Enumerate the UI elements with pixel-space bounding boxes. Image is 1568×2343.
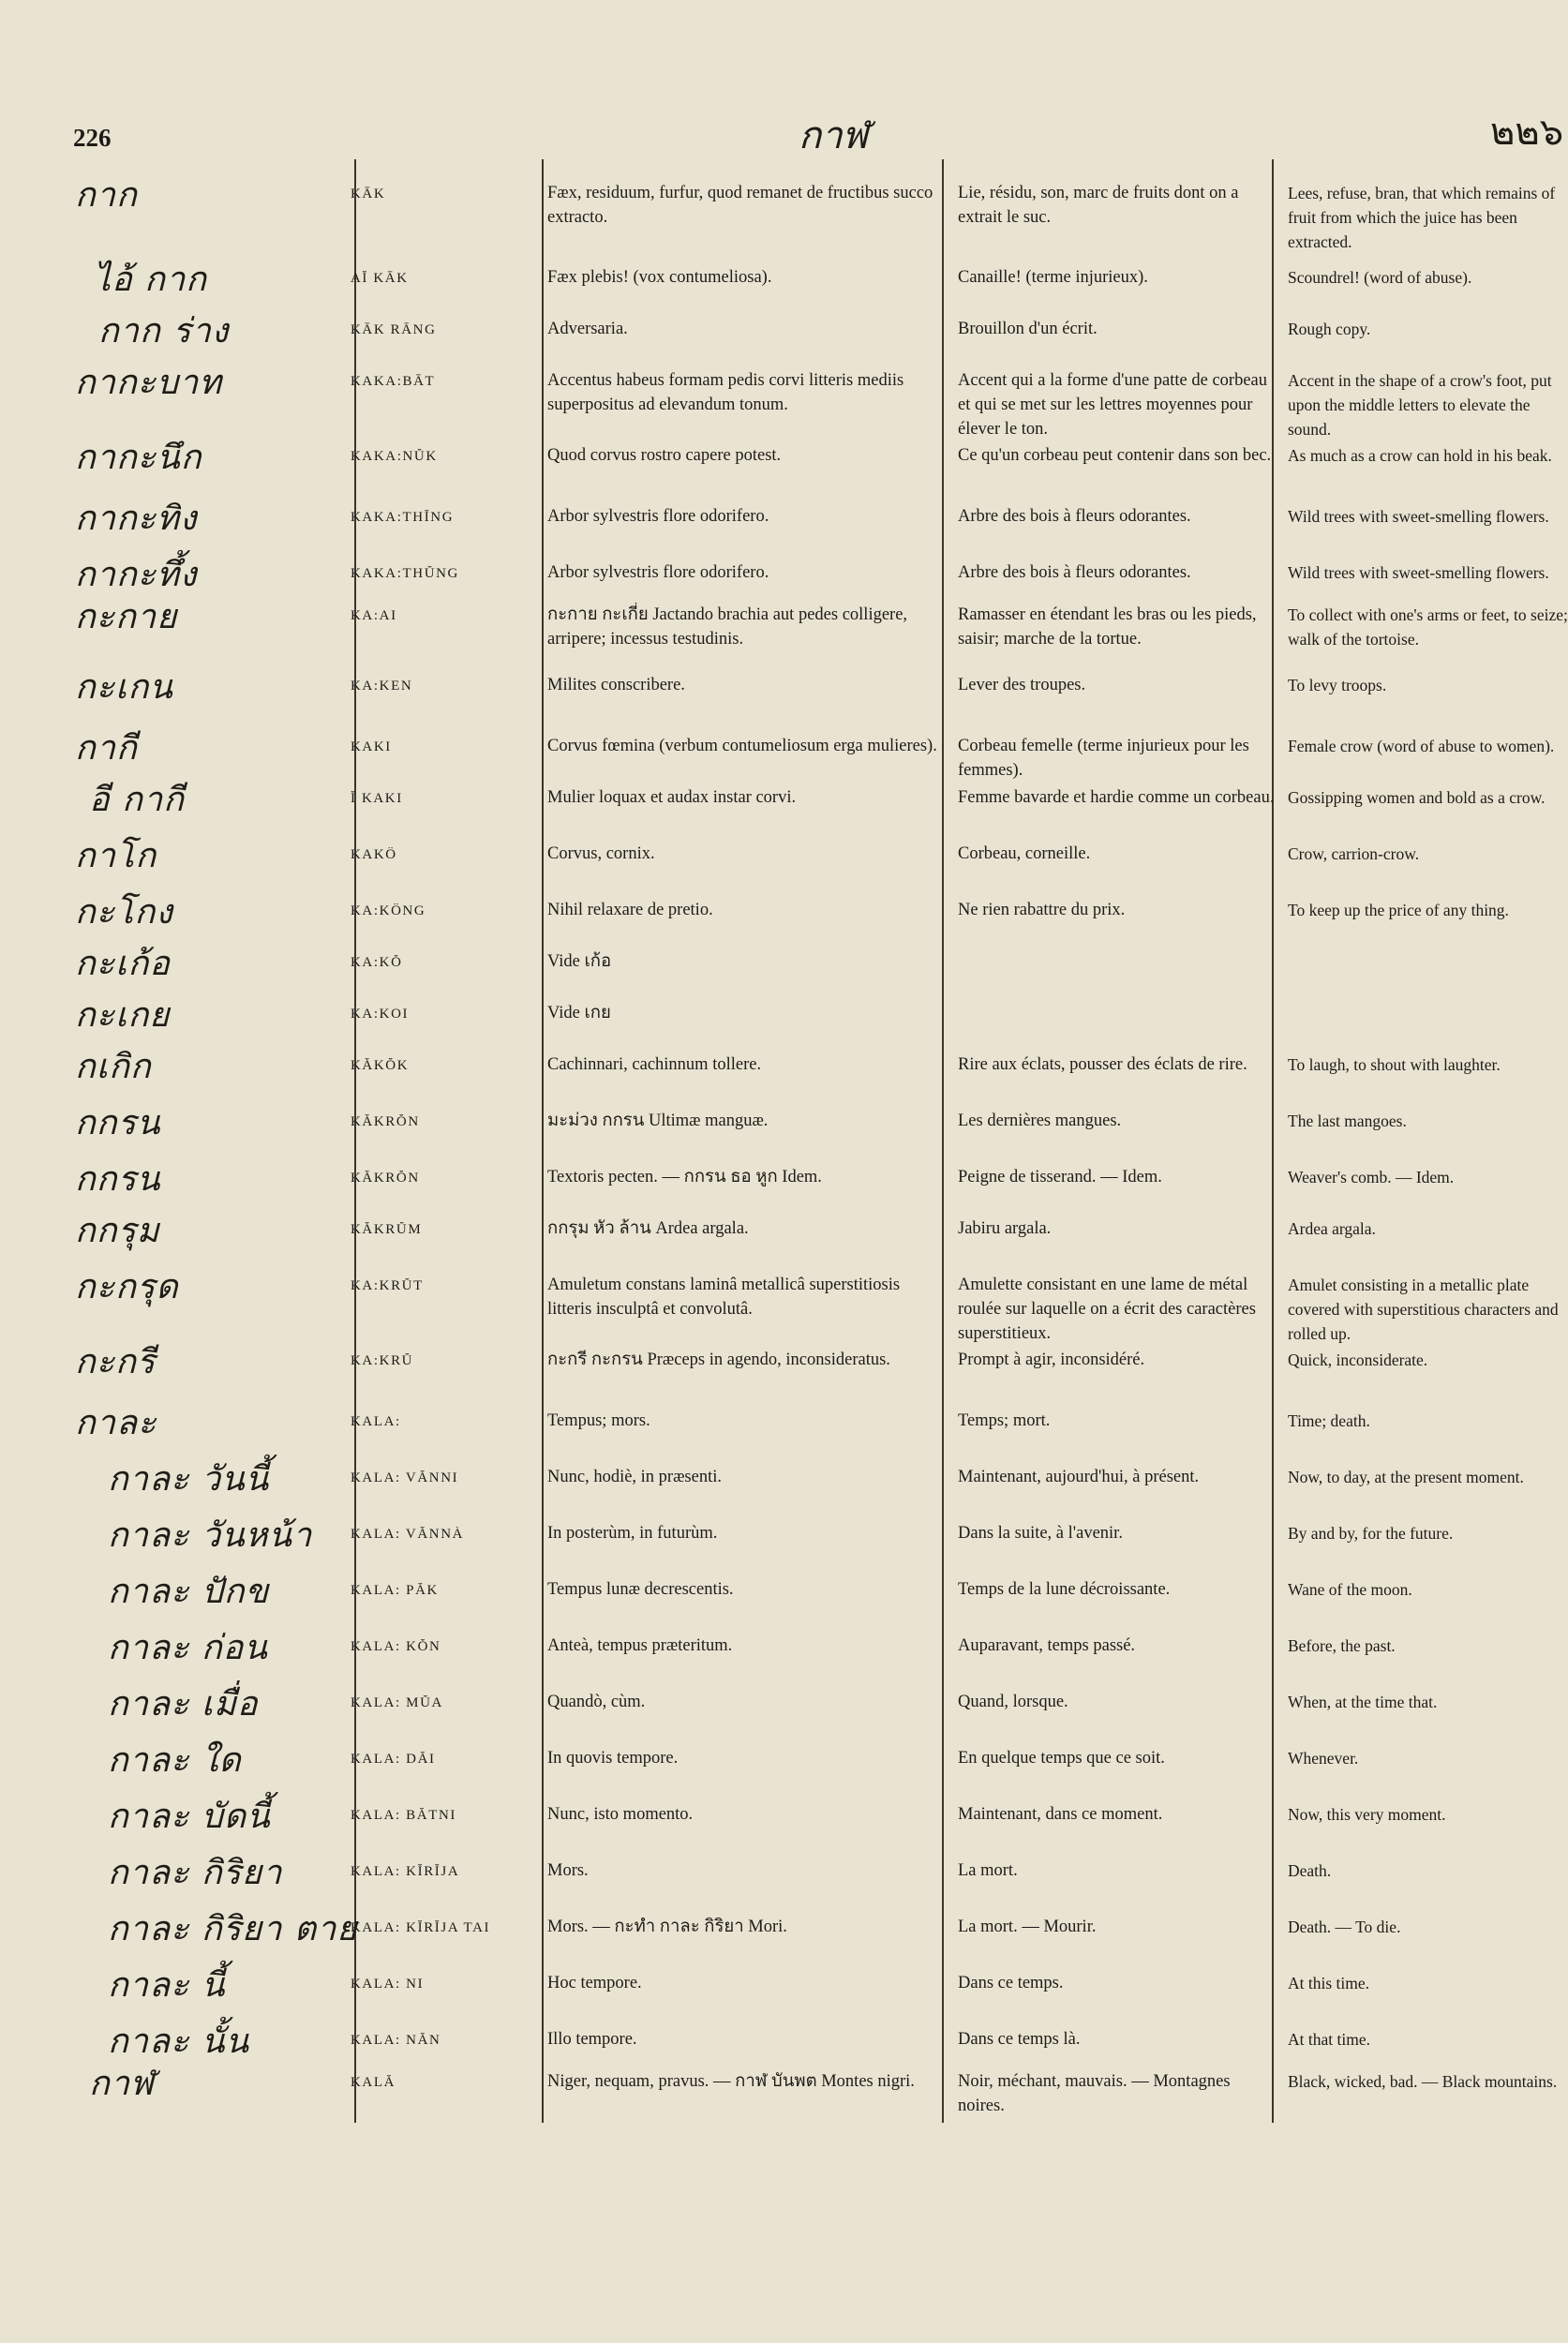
definition-english: As much as a crow can hold in his beak. bbox=[1288, 446, 1552, 465]
romanization: KAKA:NŬK bbox=[351, 449, 438, 464]
definition-english: Death. — To die. bbox=[1288, 1918, 1401, 1936]
dictionary-entry bbox=[0, 1907, 1568, 1962]
definition-english: Time; death. bbox=[1288, 1411, 1370, 1430]
dictionary-entry bbox=[0, 1514, 1568, 1568]
dictionary-entry bbox=[0, 834, 1568, 888]
dictionary-entry bbox=[0, 1570, 1568, 1624]
romanization: KALA: PĂK bbox=[351, 1583, 439, 1598]
definition-french: Maintenant, aujourd'hui, à présent. bbox=[958, 1468, 1200, 1486]
definition-french: Amulette consistant en une lame de métal roulée sur laquelle on a écrit des caractères superstitieux. bbox=[958, 1276, 1256, 1343]
romanization: KALA: KĬRĬJA TAI bbox=[351, 1920, 491, 1935]
definition-french: Rire aux éclats, pousser des éclats de rire. bbox=[958, 1055, 1247, 1074]
romanization: KĀK bbox=[351, 187, 386, 201]
headword-thai: กาละ นี้ bbox=[108, 1966, 226, 2005]
headword-thai: กกรน bbox=[75, 1104, 161, 1142]
romanization: KĂKŎK bbox=[351, 1058, 410, 1073]
romanization: KA:KRŬ bbox=[351, 1353, 414, 1368]
headword-thai: กะเก้อ bbox=[75, 945, 171, 983]
definition-english: Crow, carrion-crow. bbox=[1288, 844, 1420, 863]
definition-latin: Tempus; mors. bbox=[547, 1411, 650, 1430]
definition-english: To laugh, to shout with laughter. bbox=[1288, 1055, 1501, 1074]
dictionary-entry bbox=[0, 1401, 1568, 1455]
romanization: KA:KÔNG bbox=[351, 903, 426, 918]
definition-french: La mort. — Mourir. bbox=[958, 1918, 1097, 1936]
definition-english: To collect with one's arms or feet, to seize; walk of the tortoise. bbox=[1288, 605, 1568, 649]
definition-french: Maintenant, dans ce moment. bbox=[958, 1805, 1163, 1824]
definition-french: Ramasser en étendant les bras ou les pieds, saisir; marche de la tortue. bbox=[958, 605, 1257, 649]
definition-latin: Nunc, isto momento. bbox=[547, 1805, 694, 1824]
definition-english: By and by, for the future. bbox=[1288, 1524, 1454, 1543]
definition-latin: Amuletum constans laminâ metallicâ superstitiosis litteris insculptâ et convolutâ. bbox=[547, 1276, 901, 1319]
definition-french: La mort. bbox=[958, 1861, 1018, 1880]
romanization: KĂKRŬM bbox=[351, 1222, 423, 1237]
definition-french: Temps; mort. bbox=[958, 1411, 1051, 1430]
headword-thai: กาก ร่าง bbox=[98, 312, 230, 351]
definition-french: Noir, méchant, mauvais. — Montagnes noires. bbox=[958, 2072, 1231, 2115]
definition-latin: Mors. bbox=[547, 1861, 589, 1880]
definition-english: Now, this very moment. bbox=[1288, 1805, 1446, 1824]
definition-latin: Nihil relaxare de pretio. bbox=[547, 901, 713, 919]
headword-thai: กากี bbox=[75, 729, 138, 768]
definition-latin: กะกาย กะเกี่ย Jactando brachia aut pedes colligere, arripere; incessus testudinis. bbox=[547, 605, 908, 649]
definition-french: Peigne de tisserand. — Idem. bbox=[958, 1168, 1162, 1186]
romanization: KĂKRŎN bbox=[351, 1114, 420, 1129]
definition-latin: In posterùm, in futurùm. bbox=[547, 1524, 718, 1543]
definition-english: When, at the time that. bbox=[1288, 1693, 1438, 1711]
definition-english: The last mangoes. bbox=[1288, 1112, 1407, 1130]
dictionary-entry bbox=[0, 1045, 1568, 1099]
headword-thai: กาโก bbox=[75, 837, 157, 875]
romanization: KALA: DĂI bbox=[351, 1752, 436, 1767]
romanization: KĂKRŎN bbox=[351, 1171, 420, 1186]
headword-thai: กากะบาท bbox=[75, 364, 222, 402]
dictionary-entry bbox=[0, 497, 1568, 551]
headword-thai: กากะนึก bbox=[75, 439, 202, 477]
dictionary-entry bbox=[0, 436, 1568, 490]
definition-french: Canaille! (terme injurieux). bbox=[958, 268, 1148, 287]
definition-latin: Fæx plebis! (vox contumeliosa). bbox=[547, 268, 772, 287]
romanization: KAKA:BĀT bbox=[351, 374, 436, 389]
headword-thai: กาละ กิริยา bbox=[108, 1854, 283, 1892]
definition-english: To levy troops. bbox=[1288, 676, 1387, 694]
definition-latin: Corvus, cornix. bbox=[547, 844, 655, 863]
definition-english: Ardea argala. bbox=[1288, 1219, 1376, 1238]
headword-thai: ไอ้ กาก bbox=[94, 261, 207, 299]
romanization: KALA: NĂN bbox=[351, 2033, 441, 2048]
definition-latin: Milites conscribere. bbox=[547, 676, 685, 694]
definition-english: Amulet consisting in a metallic plate covered with superstitious characters and rolled up. bbox=[1288, 1276, 1559, 1343]
headword-thai: กากะทึ้ง bbox=[75, 556, 198, 594]
definition-english: Wane of the moon. bbox=[1288, 1580, 1412, 1599]
definition-english: Scoundrel! (word of abuse). bbox=[1288, 268, 1472, 287]
definition-english: To keep up the price of any thing. bbox=[1288, 901, 1509, 919]
dictionary-entry bbox=[0, 665, 1568, 720]
headword-thai: กะโกง bbox=[75, 893, 173, 932]
definition-french: Dans ce temps. bbox=[958, 1974, 1064, 1992]
dictionary-entry bbox=[0, 2062, 1568, 2116]
headword-thai: กาละ กิริยา ตาย bbox=[108, 1910, 358, 1948]
dictionary-entry bbox=[0, 1682, 1568, 1737]
definition-french: Lever des troupes. bbox=[958, 676, 1086, 694]
dictionary-entry bbox=[0, 1457, 1568, 1512]
dictionary-entry bbox=[0, 258, 1568, 312]
romanization: KA:KŎ bbox=[351, 955, 403, 970]
dictionary-entry bbox=[0, 173, 1568, 251]
headword-thai: กาละ ปักข bbox=[108, 1573, 270, 1611]
definition-french: En quelque temps que ce soit. bbox=[958, 1749, 1165, 1768]
definition-french: Quand, lorsque. bbox=[958, 1693, 1068, 1711]
dictionary-entry bbox=[0, 309, 1568, 364]
headword-thai: กาก bbox=[75, 176, 138, 215]
definition-french: Les dernières mangues. bbox=[958, 1112, 1122, 1130]
dictionary-entry bbox=[0, 1101, 1568, 1156]
definition-english: Wild trees with sweet-smelling flowers. bbox=[1288, 507, 1549, 526]
romanization: KALA: BĂTNI bbox=[351, 1808, 457, 1823]
page-number-left: 226 bbox=[73, 124, 112, 152]
definition-latin: Nunc, hodiè, in præsenti. bbox=[547, 1468, 723, 1486]
running-head: กาฬ bbox=[799, 114, 869, 157]
definition-english: Before, the past. bbox=[1288, 1636, 1396, 1655]
dictionary-entry bbox=[0, 1795, 1568, 1849]
definition-latin: Cachinnari, cachinnum tollere. bbox=[547, 1055, 762, 1074]
definition-latin: Vide เกย bbox=[547, 1004, 611, 1022]
definition-french: Corbeau, corneille. bbox=[958, 844, 1091, 863]
definition-latin: Mulier loquax et audax instar corvi. bbox=[547, 788, 797, 807]
romanization: KALA: KĬRĬJA bbox=[351, 1864, 460, 1879]
romanization: KALA: MŬA bbox=[351, 1695, 443, 1710]
definition-latin: Mors. — กะทำ กาละ กิริยา Mori. bbox=[547, 1918, 787, 1936]
definition-english: Black, wicked, bad. — Black mountains. bbox=[1288, 2072, 1558, 2091]
romanization: KALA: VĂNNÀ bbox=[351, 1527, 465, 1542]
headword-thai: กะเกน bbox=[75, 668, 173, 707]
headword-thai: กาละ นั้น bbox=[108, 2022, 250, 2061]
romanization: KĀK RĀNG bbox=[351, 322, 437, 337]
definition-latin: Arbor sylvestris flore odorifero. bbox=[547, 563, 769, 582]
romanization: KALA: VĂNNI bbox=[351, 1470, 459, 1485]
romanization: KA:KOI bbox=[351, 1007, 410, 1022]
romanization: Ĭ KAKI bbox=[351, 791, 403, 806]
definition-english: Lees, refuse, bran, that which remains of fruit from which the juice has been extracted. bbox=[1288, 184, 1556, 251]
headword-thai: กกรุม bbox=[75, 1212, 160, 1250]
definition-french: Temps de la lune décroissante. bbox=[958, 1580, 1171, 1599]
page-number-right: ๒๒๖ bbox=[1490, 111, 1564, 154]
definition-french: Ce qu'un corbeau peut contenir dans son bec. bbox=[958, 446, 1272, 465]
headword-thai: กาละ วันนี้ bbox=[108, 1460, 270, 1499]
headword-thai: กะกาย bbox=[75, 598, 178, 636]
dictionary-entry bbox=[0, 1340, 1568, 1395]
definition-english: Accent in the shape of a crow's foot, put upon the middle letters to elevate the sound. bbox=[1288, 371, 1552, 439]
dictionary-entry bbox=[0, 890, 1568, 945]
romanization: KALA: NI bbox=[351, 1977, 425, 1992]
definition-english: Weaver's comb. — Idem. bbox=[1288, 1168, 1455, 1186]
headword-thai: กาละ bbox=[75, 1404, 157, 1442]
definition-english: Wild trees with sweet-smelling flowers. bbox=[1288, 563, 1549, 582]
dictionary-entry bbox=[0, 595, 1568, 649]
definition-french: Auparavant, temps passé. bbox=[958, 1636, 1136, 1655]
definition-latin: Accentus habeus formam pedis corvi litteris mediis superpositus ad elevandum tonum. bbox=[547, 371, 904, 414]
definition-latin: Corvus fœmina (verbum contumeliosum erga mulieres). bbox=[547, 737, 937, 755]
definition-french: Femme bavarde et hardie comme un corbeau. bbox=[958, 788, 1275, 807]
definition-french: Corbeau femelle (terme injurieux pour les femmes). bbox=[958, 737, 1249, 780]
romanization: KA:KEN bbox=[351, 679, 413, 694]
dictionary-entry bbox=[0, 942, 1568, 996]
definition-latin: Quandò, cùm. bbox=[547, 1693, 646, 1711]
romanization: KAKI bbox=[351, 739, 392, 754]
headword-thai: กะเกย bbox=[75, 996, 171, 1035]
romanization: AĬ KĀK bbox=[351, 271, 409, 286]
definition-french: Brouillon d'un écrit. bbox=[958, 320, 1098, 338]
romanization: KALĂ bbox=[351, 2075, 396, 2090]
definition-french: Dans ce temps là. bbox=[958, 2030, 1081, 2049]
dictionary-entry bbox=[0, 1265, 1568, 1343]
dictionary-entry bbox=[0, 1209, 1568, 1263]
definition-latin: กะกรี กะกรน Præceps in agendo, inconsideratus. bbox=[547, 1351, 890, 1369]
definition-french: Accent qui a la forme d'une patte de corbeau et qui se met sur les lettres moyennes pour élever le ton. bbox=[958, 371, 1268, 439]
definition-french: Lie, résidu, son, marc de fruits dont on a extrait le suc. bbox=[958, 184, 1239, 227]
definition-french: Ne rien rabattre du prix. bbox=[958, 901, 1126, 919]
romanization: KAKA:THŬNG bbox=[351, 566, 459, 581]
dictionary-entry bbox=[0, 1626, 1568, 1680]
headword-thai: กกรน bbox=[75, 1160, 161, 1199]
definition-latin: Hoc tempore. bbox=[547, 1974, 642, 1992]
definition-french: Dans la suite, à l'avenir. bbox=[958, 1524, 1123, 1543]
dictionary-entry bbox=[0, 993, 1568, 1048]
definition-english: Now, to day, at the present moment. bbox=[1288, 1468, 1524, 1486]
definition-latin: Anteà, tempus præteritum. bbox=[547, 1636, 733, 1655]
definition-english: Quick, inconsiderate. bbox=[1288, 1351, 1428, 1369]
definition-french: Arbre des bois à fleurs odorantes. bbox=[958, 563, 1191, 582]
headword-thai: กาละ เมื่อ bbox=[108, 1685, 259, 1724]
definition-latin: Illo tempore. bbox=[547, 2030, 637, 2049]
definition-english: At this time. bbox=[1288, 1974, 1370, 1992]
dictionary-entry bbox=[0, 1851, 1568, 1905]
dictionary-entry bbox=[0, 1157, 1568, 1212]
romanization: KAKA:THĬNG bbox=[351, 510, 455, 525]
headword-thai: กาฬ bbox=[89, 2065, 155, 2103]
definition-english: Female crow (word of abuse to women). bbox=[1288, 737, 1555, 755]
definition-english: Whenever. bbox=[1288, 1749, 1359, 1768]
definition-french: Arbre des bois à fleurs odorantes. bbox=[958, 507, 1191, 526]
dictionary-entry bbox=[0, 1963, 1568, 2018]
headword-thai: กากะทิง bbox=[75, 500, 198, 538]
romanization: KA:AI bbox=[351, 608, 397, 623]
definition-latin: Fæx, residuum, furfur, quod remanet de fructibus succo extracto. bbox=[547, 184, 933, 227]
romanization: KALA: KŎN bbox=[351, 1639, 441, 1654]
romanization: KAKÔ bbox=[351, 847, 397, 862]
definition-latin: Arbor sylvestris flore odorifero. bbox=[547, 507, 769, 526]
headword-thai: กาละ ก่อน bbox=[108, 1629, 268, 1667]
definition-latin: Quod corvus rostro capere potest. bbox=[547, 446, 782, 465]
definition-latin: Tempus lunæ decrescentis. bbox=[547, 1580, 734, 1599]
definition-latin: In quovis tempore. bbox=[547, 1749, 679, 1768]
definition-french: Jabiru argala. bbox=[958, 1219, 1052, 1238]
definition-latin: Vide เก้อ bbox=[547, 952, 612, 971]
dictionary-entry bbox=[0, 778, 1568, 832]
headword-thai: กะกรี bbox=[75, 1343, 157, 1381]
definition-english: Rough copy. bbox=[1288, 320, 1371, 338]
romanization: KA:KRŬT bbox=[351, 1278, 424, 1293]
definition-english: Gossipping women and bold as a crow. bbox=[1288, 788, 1546, 807]
headword-thai: อี กากี bbox=[89, 781, 185, 819]
dictionary-entry bbox=[0, 726, 1568, 781]
dictionary-entry bbox=[0, 361, 1568, 439]
headword-thai: กเกิก bbox=[75, 1048, 152, 1086]
headword-thai: กาละ วันหน้า bbox=[108, 1516, 313, 1555]
definition-latin: มะม่วง กกรน Ultimæ manguæ. bbox=[547, 1112, 769, 1130]
definition-english: At that time. bbox=[1288, 2030, 1370, 2049]
definition-latin: กกรุม หัว ล้าน Ardea argala. bbox=[547, 1219, 749, 1238]
dictionary-entry bbox=[0, 1739, 1568, 1793]
definition-latin: Textoris pecten. — กกรน ธอ หูก Idem. bbox=[547, 1168, 822, 1186]
definition-french: Prompt à agir, inconsidéré. bbox=[958, 1351, 1145, 1369]
definition-latin: Adversaria. bbox=[547, 320, 628, 338]
headword-thai: กาละ ใด bbox=[108, 1741, 242, 1780]
headword-thai: กาละ บัดนี้ bbox=[108, 1798, 271, 1836]
definition-latin: Niger, nequam, pravus. — กาฬ บันพต Montes nigri. bbox=[547, 2072, 915, 2091]
headword-thai: กะกรุด bbox=[75, 1268, 179, 1306]
romanization: KALA: bbox=[351, 1414, 401, 1429]
definition-english: Death. bbox=[1288, 1861, 1332, 1880]
